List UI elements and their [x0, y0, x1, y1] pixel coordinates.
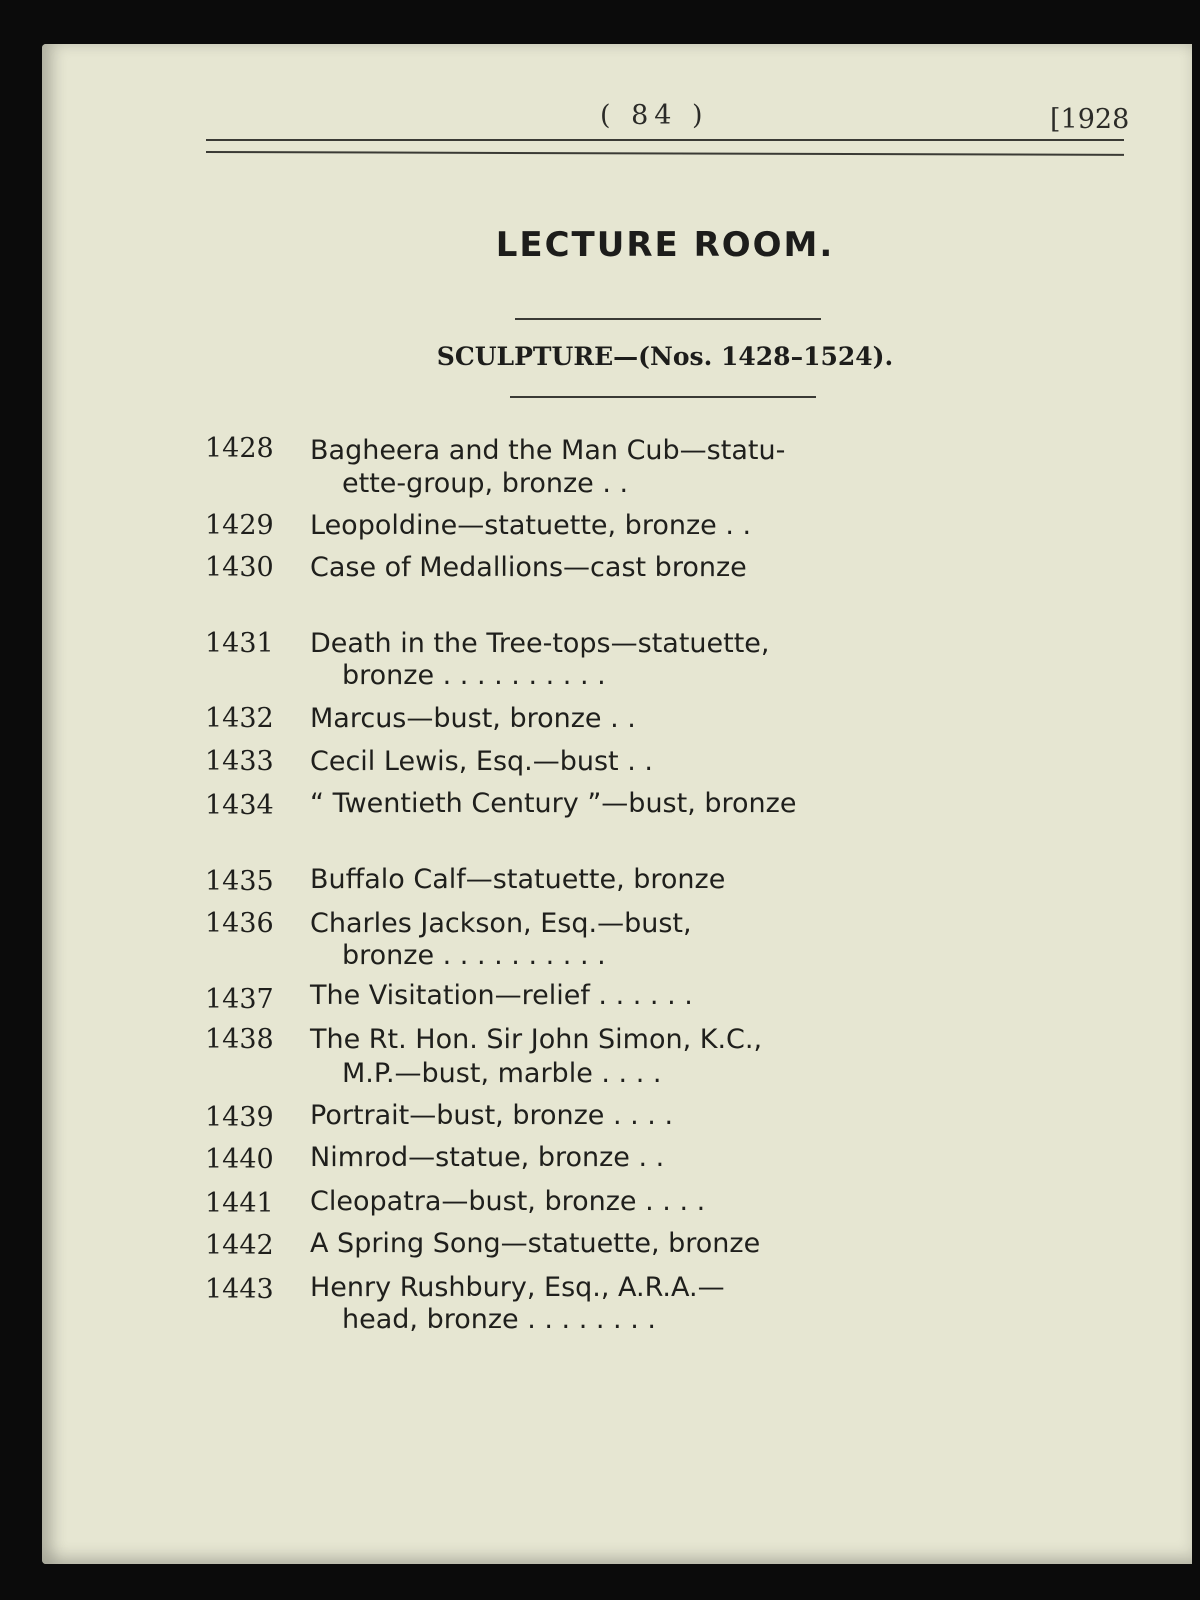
entry-number: 1432: [205, 703, 274, 734]
entry-number: 1428: [205, 433, 274, 464]
entry-title: Portrait—bust, bronze . . . .: [310, 1100, 674, 1131]
entry-title: Nimrod—statue, bronze . .: [310, 1142, 665, 1173]
entry-number: 1434: [205, 790, 274, 821]
entry-number: 1442: [205, 1230, 274, 1261]
entry-number: 1440: [205, 1144, 274, 1175]
entry-title: The Rt. Hon. Sir John Simon, K.C.,: [310, 1024, 763, 1055]
page-year: [1928: [1050, 104, 1130, 135]
entry-number: 1431: [205, 628, 274, 659]
entry-number: 1441: [205, 1188, 274, 1219]
entry-number: 1436: [205, 908, 274, 939]
title-divider-bottom: [510, 396, 816, 398]
entry-number: 1433: [205, 746, 274, 777]
entry-title: Henry Rushbury, Esq., A.R.A.—: [310, 1272, 725, 1303]
entry-title-cont: M.P.—bust, marble . . . .: [342, 1058, 662, 1089]
header-rule: [206, 139, 1124, 141]
entry-title: The Visitation—relief . . . . . .: [310, 980, 693, 1011]
section-heading: SCULPTURE—(Nos. 1428–1524).: [436, 342, 894, 371]
entry-number: 1437: [205, 984, 274, 1015]
page-number: ( 84 ): [600, 100, 709, 131]
entry-title: Cecil Lewis, Esq.—bust . .: [310, 746, 653, 777]
entry-title-cont: bronze . . . . . . . . . .: [342, 940, 606, 971]
entry-title-cont: ette-group, bronze . .: [342, 468, 629, 499]
entry-title: “ Twentieth Century ”—bust, bronze: [310, 788, 797, 819]
entry-number: 1435: [205, 866, 274, 897]
entry-number: 1429: [205, 510, 274, 541]
entry-number: 1439: [205, 1102, 274, 1133]
entry-title: Buffalo Calf—statuette, bronze: [310, 864, 726, 895]
entry-number: 1430: [205, 552, 274, 583]
entry-title: A Spring Song—statuette, bronze: [310, 1228, 761, 1259]
entry-number: 1443: [205, 1274, 274, 1305]
entry-title: Bagheera and the Man Cub—statu-: [310, 435, 786, 466]
entry-title-cont: bronze . . . . . . . . . .: [342, 660, 606, 691]
entry-number: 1438: [205, 1024, 274, 1055]
title-divider-top: [515, 318, 821, 320]
entry-title: Case of Medallions—cast bronze: [310, 552, 747, 583]
room-title: LECTURE ROOM.: [495, 225, 835, 265]
entry-title: Death in the Tree-tops—statuette,: [310, 628, 770, 659]
entry-title: Cleopatra—bust, bronze . . . .: [310, 1186, 706, 1217]
entry-title: Charles Jackson, Esq.—bust,: [310, 908, 692, 939]
entry-title-cont: head, bronze . . . . . . . .: [342, 1304, 656, 1335]
entry-title: Marcus—bust, bronze . .: [310, 703, 636, 734]
entry-title: Leopoldine—statuette, bronze . .: [310, 510, 752, 541]
